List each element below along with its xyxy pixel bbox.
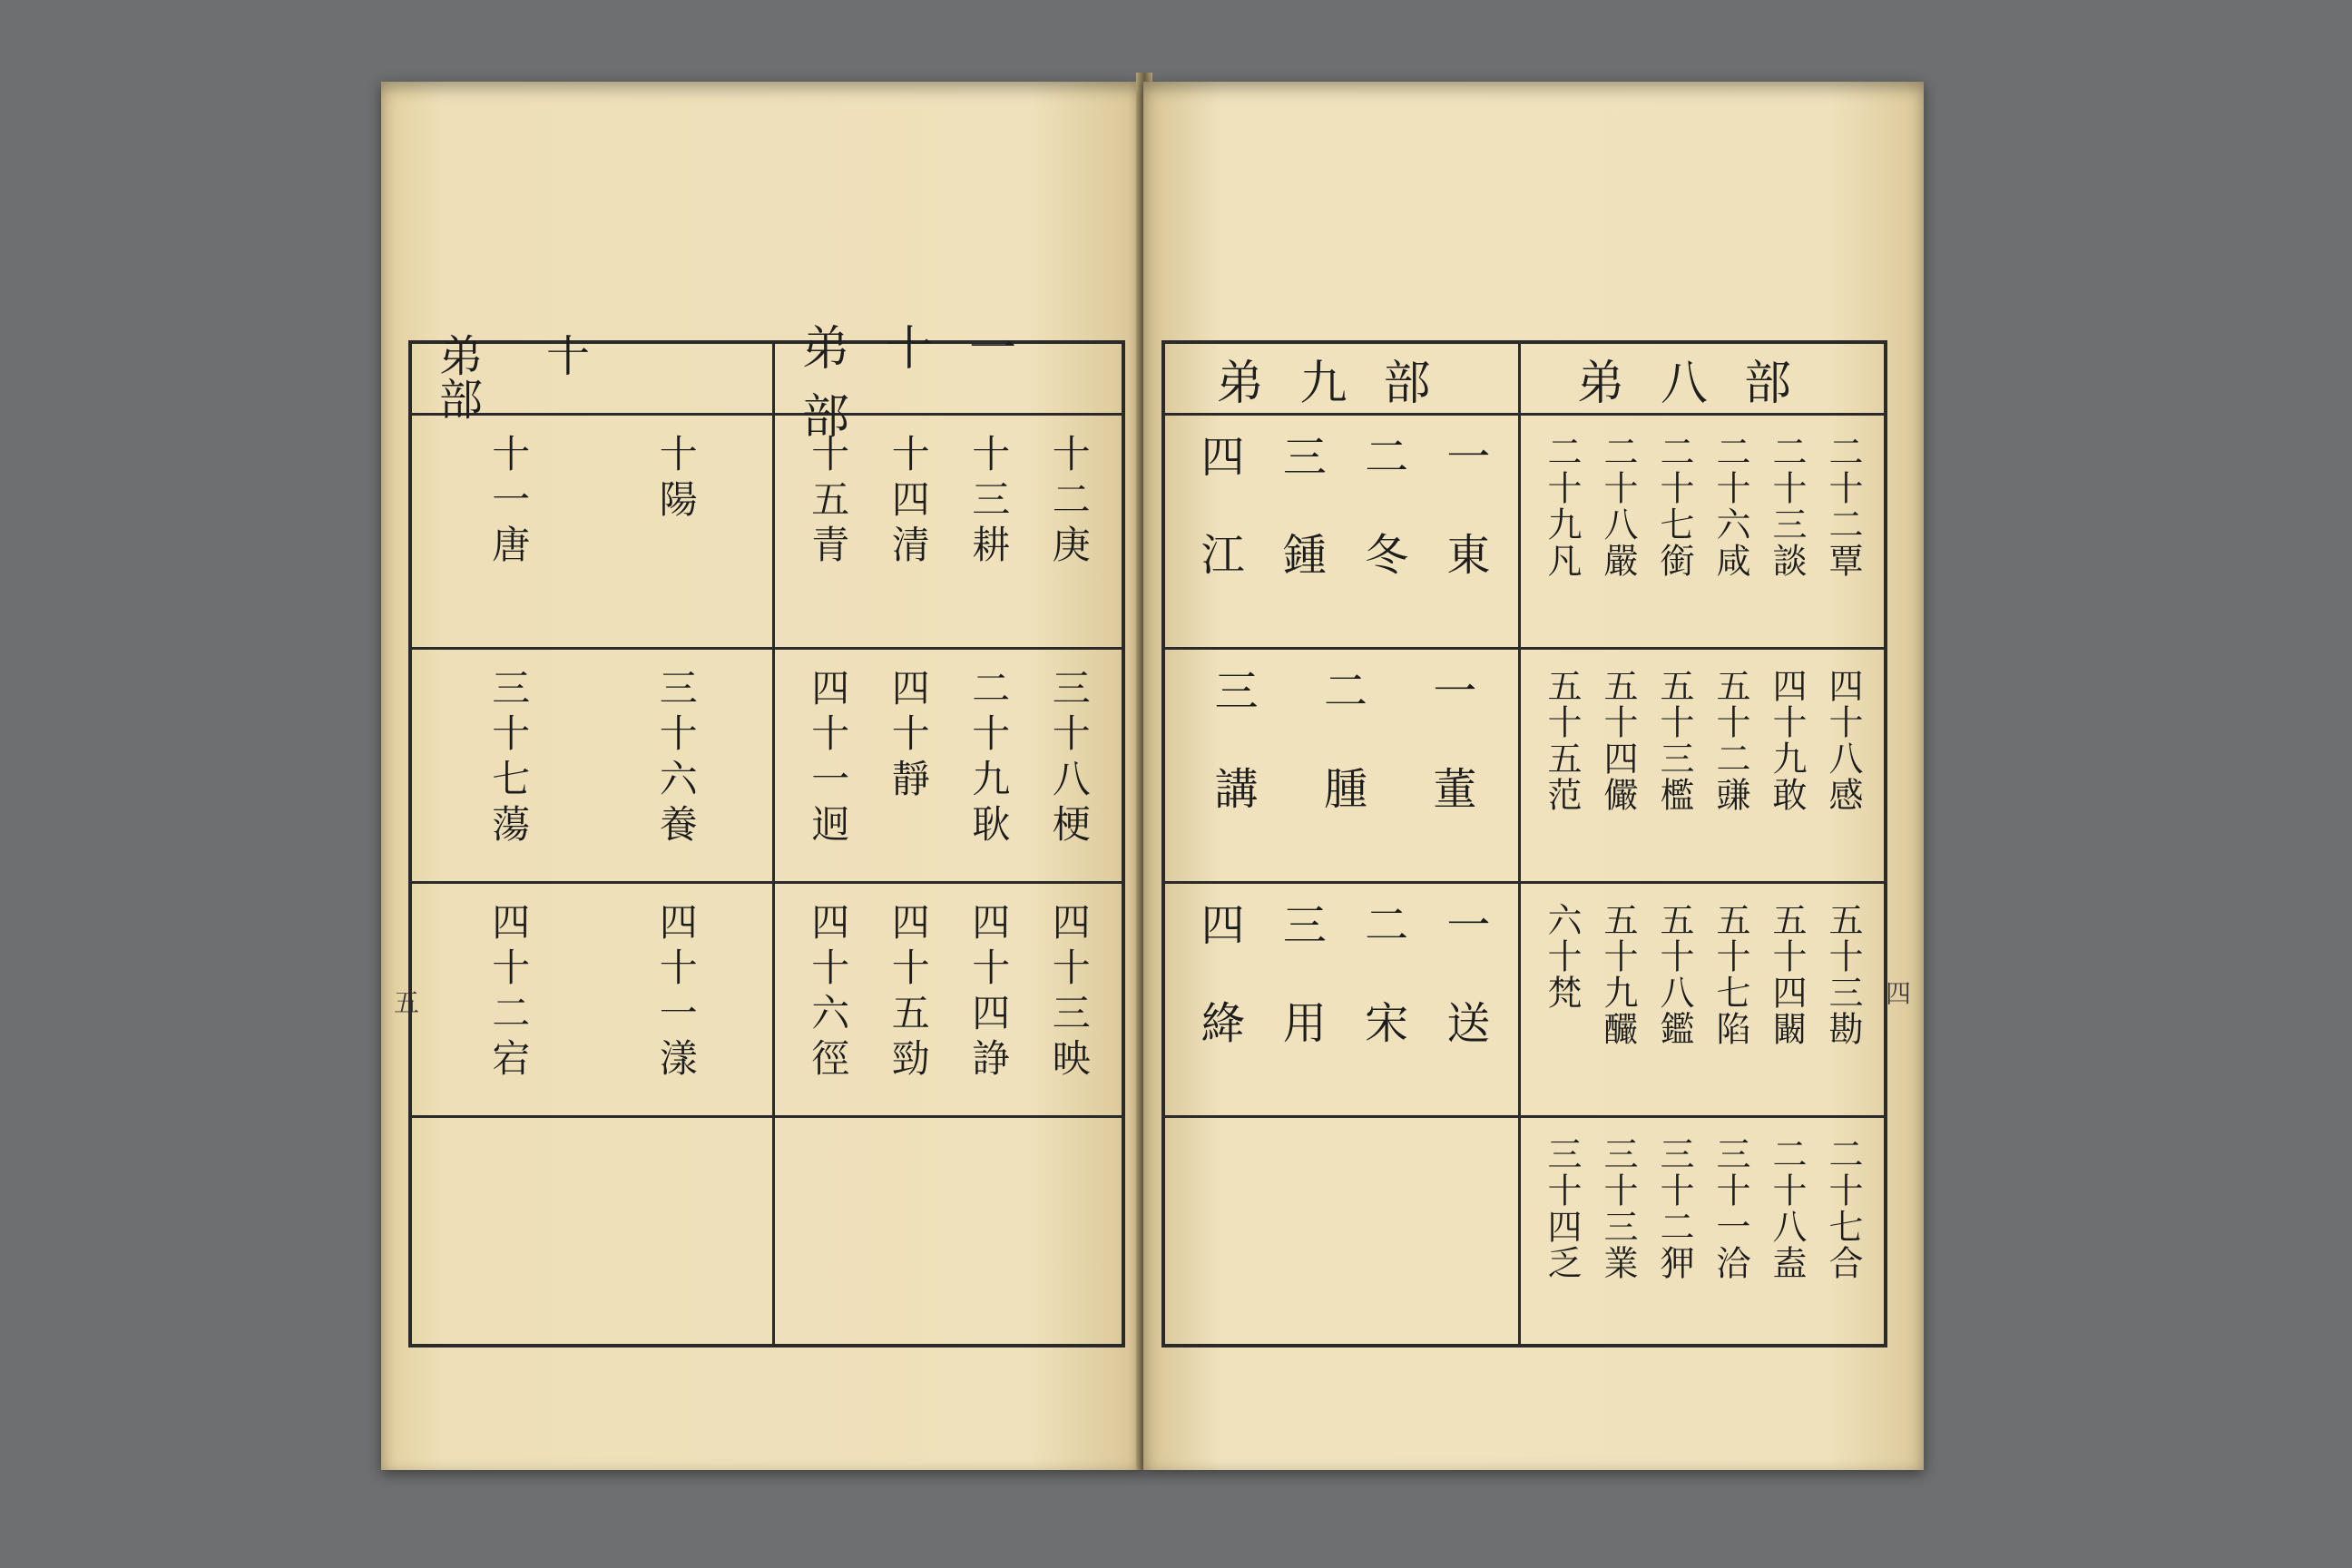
list-item: 三十二狎 — [1654, 1136, 1694, 1281]
list-item: 五十九釅 — [1598, 902, 1638, 1047]
list-item: 十五青 — [806, 434, 851, 570]
table-row — [1165, 416, 1518, 650]
list-item: 五十七陷 — [1710, 902, 1750, 1047]
list-item: 二宋 — [1357, 902, 1408, 1098]
list-item: 四絳 — [1193, 902, 1245, 1098]
list-item: 十一唐 — [486, 434, 532, 570]
list-item: 二十二覃 — [1823, 434, 1863, 579]
list-item: 二腫 — [1316, 668, 1367, 864]
list-item: 三十三業 — [1598, 1136, 1638, 1281]
open-book — [381, 73, 1924, 1488]
list-item: 十四清 — [886, 434, 931, 570]
right-table — [1161, 340, 1887, 1348]
list-item: 二十七銜 — [1654, 434, 1694, 579]
table-row — [1521, 884, 1884, 1118]
column-heading: 弟九部 — [1165, 344, 1518, 416]
list-item: 一送 — [1438, 902, 1490, 1098]
list-item: 三講 — [1207, 668, 1259, 864]
list-item: 二十六咸 — [1710, 434, 1750, 579]
list-item: 三十一洽 — [1710, 1136, 1750, 1281]
list-item: 三十六養 — [653, 668, 699, 849]
list-item: 四江 — [1193, 434, 1245, 630]
list-item: 二十八盍 — [1767, 1136, 1807, 1281]
table-row — [1521, 1118, 1884, 1345]
list-item: 十二庚 — [1046, 434, 1092, 570]
list-item: 三十八梗 — [1046, 668, 1092, 849]
column-section-9 — [1165, 344, 1521, 1344]
table-row — [775, 650, 1122, 884]
list-item: 三鍾 — [1275, 434, 1327, 630]
list-item: 三十四乏 — [1542, 1136, 1582, 1281]
list-item: 十三耕 — [966, 434, 1012, 570]
list-item: 三十七蕩 — [486, 668, 532, 849]
right-page-number: 四 — [1882, 980, 1912, 1005]
table-row — [1521, 416, 1884, 650]
table-row — [1521, 650, 1884, 884]
table-row — [775, 1118, 1122, 1345]
list-item: 五十三勘 — [1823, 902, 1863, 1047]
list-item: 五十二豏 — [1710, 668, 1750, 813]
list-item: 四十一漾 — [653, 902, 699, 1083]
column-section-8 — [1521, 344, 1884, 1344]
column-heading: 弟十部 — [412, 344, 772, 416]
column-heading: 弟十一部 — [775, 344, 1122, 416]
list-item: 五十八鑑 — [1654, 902, 1694, 1047]
table-row — [412, 1118, 772, 1345]
column-section-11 — [775, 322, 1122, 1344]
list-item: 四十四諍 — [966, 902, 1012, 1083]
table-row — [1165, 650, 1518, 884]
list-item: 四十八感 — [1823, 668, 1863, 813]
table-row — [1165, 1118, 1518, 1345]
list-item: 三用 — [1275, 902, 1327, 1098]
list-item: 四十一迥 — [806, 668, 851, 849]
list-item: 六十梵 — [1542, 902, 1582, 1011]
list-item: 二十九耿 — [966, 668, 1012, 849]
table-row — [1165, 884, 1518, 1118]
left-table — [408, 322, 1125, 1348]
list-item: 五十四儼 — [1598, 668, 1638, 813]
column-heading: 弟八部 — [1521, 344, 1884, 416]
table-row — [412, 650, 772, 884]
table-row — [412, 416, 772, 650]
table-row — [775, 884, 1122, 1118]
list-item: 二十八嚴 — [1598, 434, 1638, 579]
list-item: 二冬 — [1357, 434, 1408, 630]
list-item: 二十七合 — [1823, 1136, 1863, 1281]
list-item: 五十五范 — [1542, 668, 1582, 813]
table-row — [775, 416, 1122, 650]
list-item: 一東 — [1438, 434, 1490, 630]
left-page — [381, 82, 1143, 1470]
list-item: 二十三談 — [1767, 434, 1807, 579]
right-page — [1143, 82, 1924, 1470]
left-page-number: 五 — [390, 989, 420, 1014]
list-item: 一董 — [1425, 668, 1476, 864]
list-item: 四十九敢 — [1767, 668, 1807, 813]
list-item: 五十三檻 — [1654, 668, 1694, 813]
list-item: 四十五勁 — [886, 902, 931, 1083]
list-item: 四十靜 — [886, 668, 931, 804]
table-row — [412, 884, 772, 1118]
list-item: 五十四闞 — [1767, 902, 1807, 1047]
list-item: 二十九凡 — [1542, 434, 1582, 579]
list-item: 四十六徑 — [806, 902, 851, 1083]
list-item: 十陽 — [653, 434, 699, 524]
list-item: 四十二宕 — [486, 902, 532, 1083]
column-section-10 — [412, 331, 775, 1344]
list-item: 四十三映 — [1046, 902, 1092, 1083]
